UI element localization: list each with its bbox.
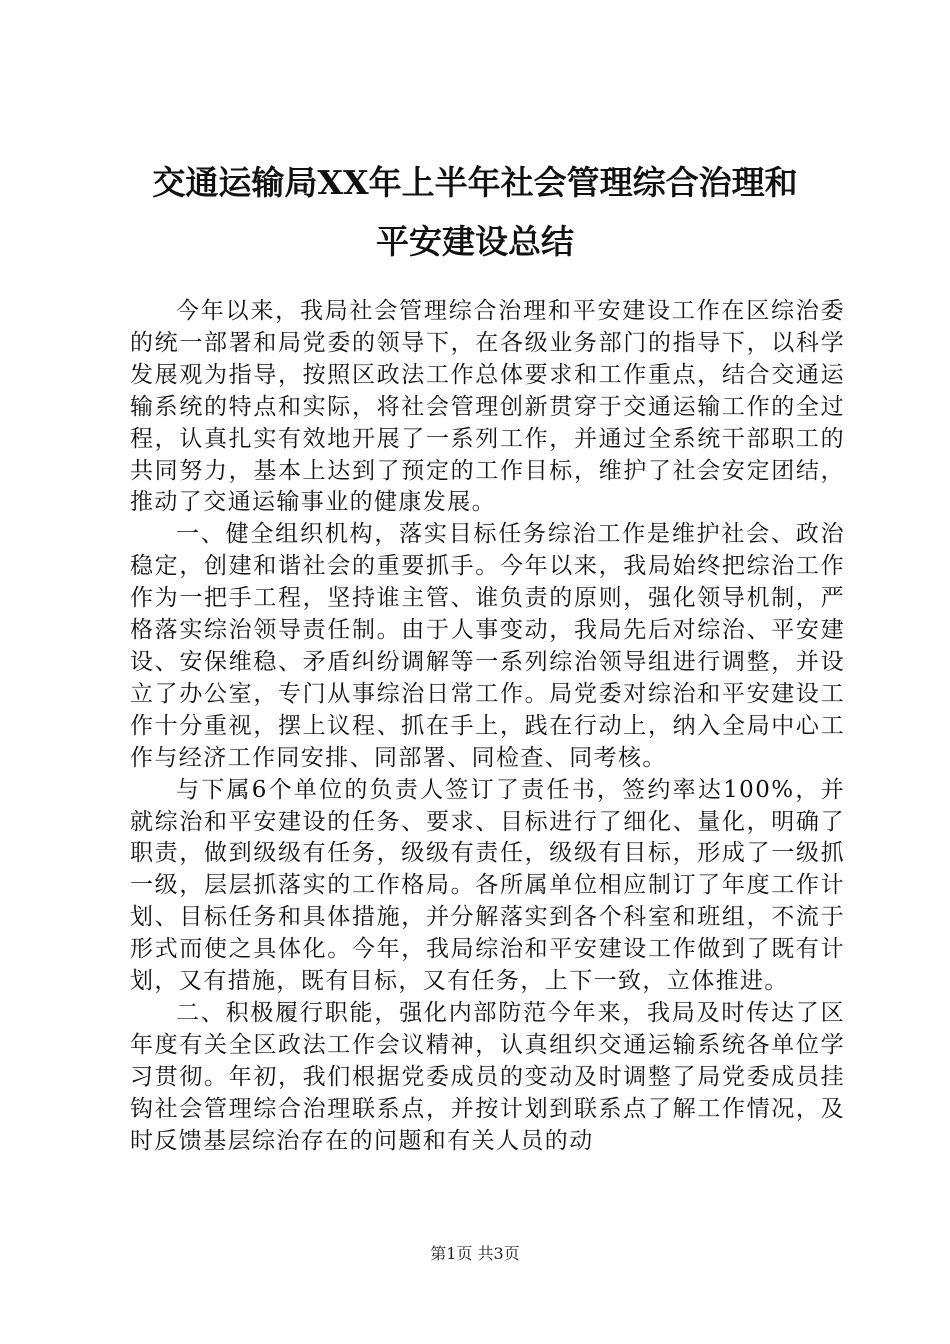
document-title-line-1: 交通运输局XX年上半年社会管理综合治理和	[152, 163, 798, 202]
document-body	[130, 296, 845, 1157]
paragraph-section-2: 二、积极履行职能，强化内部防范今年来，我局及时传达了区年度有关全区政法工作会议精神，认真组织交通运输系统各单位学习贯彻。年初，我们根据党委成员的变动及时调整了局党委成员挂钩社会管理综合治理联系点，并按计划到联系点了解工作情况，及时反馈基层综治存在的问题和有关人员的动	[130, 999, 845, 1154]
paragraph-section-1: 一、健全组织机构，落实目标任务综治工作是维护社会、政治稳定，创建和谐社会的重要抓手。今年以来，我局始终把综治工作作为一把手工程，坚持谁主管、谁负责的原则，强化领导机制，严格落实综治领导责任制。由于人事变动，我局先后对综治、平安建设、安保维稳、矛盾纠纷调解等一系列综治领导组进行调整，并设立了办公室，专门从事综治日常工作。局党委对综治和平安建设工作十分重视，摆上议程、抓在手上，践在行动上，纳入全局中心工作与经济工作同安排、同部署、同检查、同考核。	[130, 521, 845, 771]
page-footer: 第1页 共3页	[430, 1244, 520, 1263]
paragraph-intro: 今年以来，我局社会管理综合治理和平安建设工作在区综治委的统一部署和局党委的领导下，在各级业务部门的指导下，以科学发展观为指导，按照区政法工作总体要求和工作重点，结合交通运输系统的特点和实际，将社会管理创新贯穿于交通运输工作的全过程，认真扎实有效地开展了一系列工作，并通过全系统干部职工的共同努力，基本上达到了预定的工作目标，维护了社会安定团结，推动了交通运输事业的健康发展。	[130, 298, 845, 516]
document-title-line-2: 平安建设总结	[376, 222, 574, 261]
paragraph-responsibility: 与下属6个单位的负责人签订了责任书，签约率达100%，并就综治和平安建设的任务、要求、目标进行了细化、量化，明确了职责，做到级级有任务，级级有责任，级级有目标，形成了一级抓一级，层层抓落实的工作格局。各所属单位相应制订了年度工作计划、目标任务和具体措施，并分解落实到各个科室和班组，不流于形式而使之具体化。今年，我局综治和平安建设工作做到了既有计划，又有措施，既有目标，又有任务，上下一致，立体推进。	[130, 776, 845, 995]
